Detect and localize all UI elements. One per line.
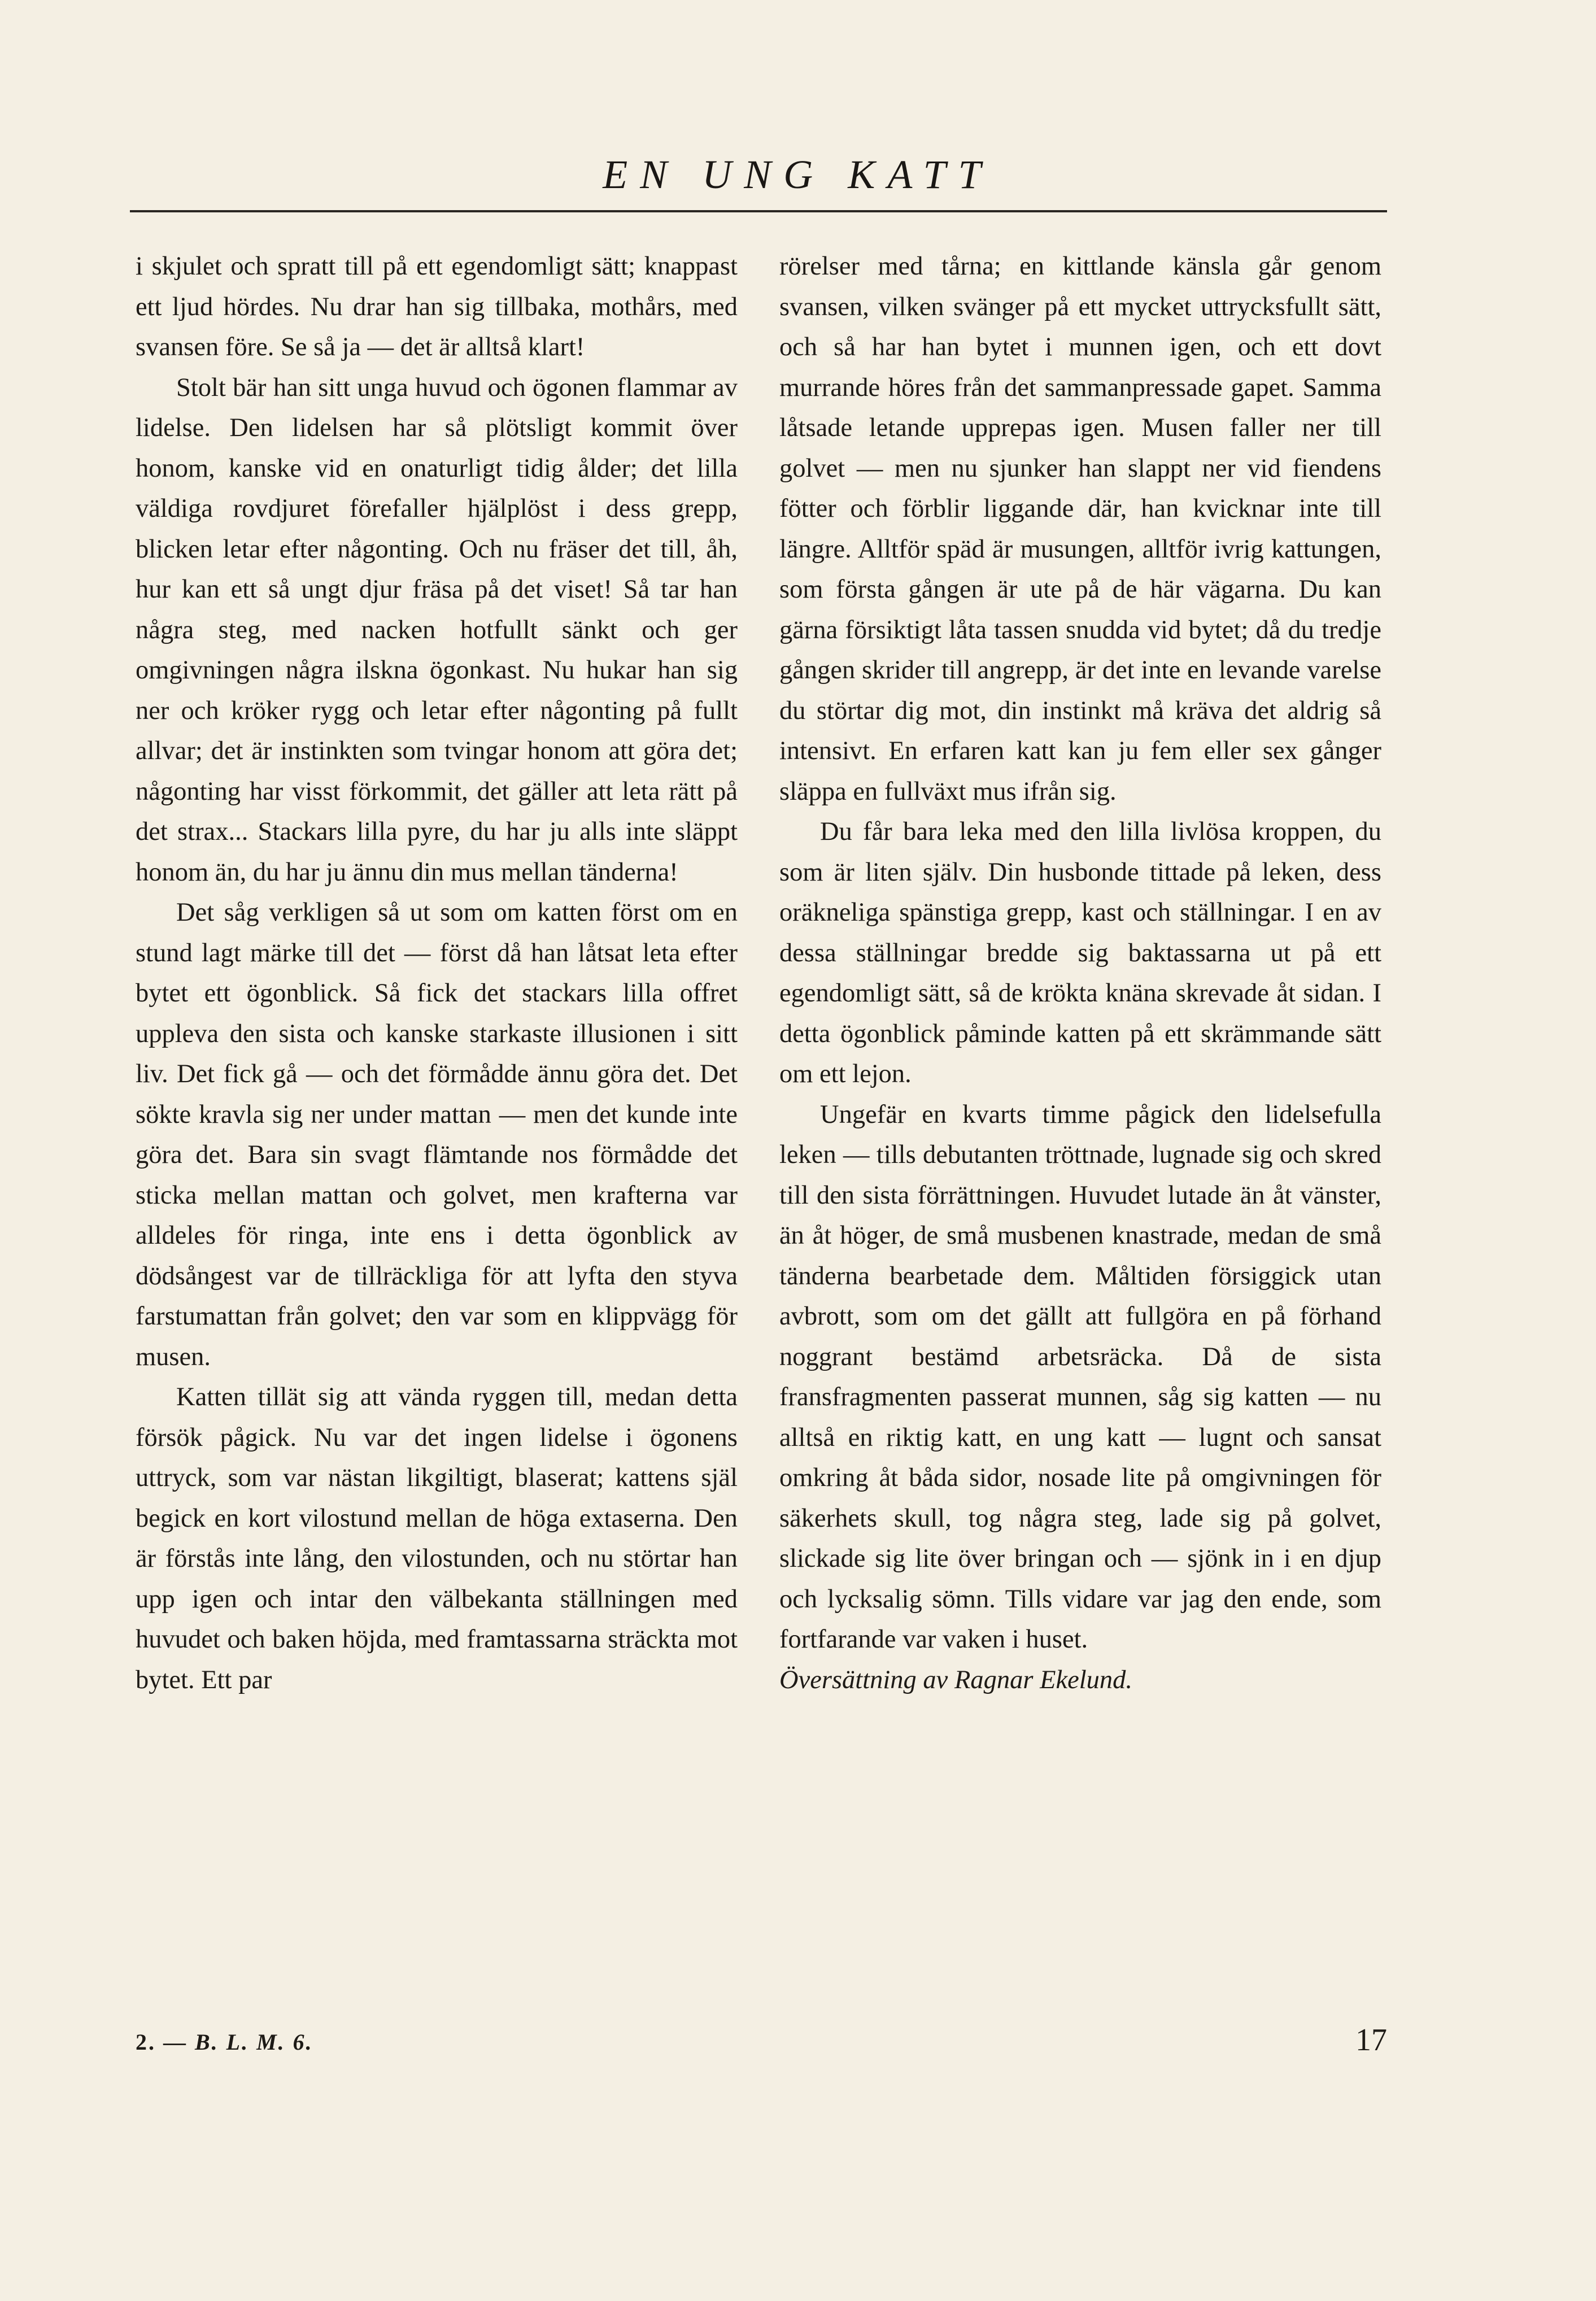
paragraph: i skjulet och spratt till på ett egendomligt sätt; knappast ett ljud hördes. Nu drar han sig tillbaka, mothårs, med svansen före. Se så ja — det är alltså klart! — [136, 252, 738, 361]
page-number: 17 — [1355, 2023, 1387, 2058]
paragraph: rörelser med tårna; en kittlande känsla går genom svansen, vilken svänger på ett mycket uttrycksfullt sätt, och så har han bytet i munnen igen, och ett dovt murrande höres från det sammanpressade gapet. Samma låtsade letande upprepas igen. Musen faller ner till golvet — men nu sjunker han slappt ner vid fiendens fötter och förblir liggande där, han kvicknar inte till längre. Alltför späd är musungen, alltför ivrig kattungen, som första gången är ute på de här vägarna. Du kan gärna försiktigt låta tassen snudda vid bytet; då du tredje gången skrider till angrepp, är det inte en levande varelse du störtar dig mot, din instinkt må kräva det aldrig så intensivt. En erfaren katt kan ju fem eller sex gånger släppa en fullväxt mus ifrån sig. — [779, 252, 1381, 806]
running-title: EN UNG KATT — [603, 152, 993, 197]
translator-credit: Översättning av Ragnar Ekelund. — [779, 1665, 1133, 1694]
signature-mark: B. L. M. 6. — [195, 2029, 313, 2055]
left-column — [136, 246, 738, 1700]
paragraph: Stolt bär han sitt unga huvud och ögonen flammar av lidelse. Den lidelsen har så plötsligt kommit över honom, kanske vid en onaturligt tidig ålder; det lilla väldiga rovdjuret förefaller hjälplöst i dess grepp, blicken letar efter någonting. Och nu fräser det till, åh, hur kan ett så ungt djur fräsa på det viset! Så tar han några steg, med nacken hotfullt sänkt och ger omgivningen några ilskna ögonkast. Nu hukar han sig ner och kröker rygg och letar efter någonting på fullt allvar; det är instinkten som tvingar honom att göra det; någonting har visst förkommit, det gäller att leta rätt på det strax... Stackars lilla pyre, du har ju alls inte släppt honom än, du har ju ännu din mus mellan tänderna! — [136, 373, 738, 887]
paragraph: Ungefär en kvarts timme pågick den lidelsefulla leken — tills debutanten tröttnade, lugnade sig och skred till den sista förrättningen. Huvudet lutade än åt vänster, än åt höger, de små musbenen knastrade, medan de små tänderna bearbetade dem. Måltiden försiggick utan avbrott, som om det gällt att fullgöra en på förhand noggrant bestämd arbetsräcka. Då de sista fransfragmenten passerat munnen, såg sig katten — nu alltså en riktig katt, en ung katt — lugnt och sansat omkring åt båda sidor, nosade lite på omgivningen för säkerhets skull, tog några steg, lade sig på golvet, slickade sig lite över bringan och — sjönk in i en djup och lycksalig sömn. Tills vidare var jag den ende, som fortfarande var vaken i huset. — [779, 1100, 1381, 1654]
paragraph: Katten tillät sig att vända ryggen till, medan detta försök pågick. Nu var det ingen lidelse i ögonens uttryck, som var nästan likgiltigt, blaserat; kattens själ begick en kort vilostund mellan de höga extaserna. Den är förstås inte lång, den vilostunden, och nu störtar han upp igen och intar den välbekanta ställningen med huvudet och baken höjda, med framtassarna sträckta mot bytet. Ett par — [136, 1383, 738, 1694]
signature-number: 2. — — [136, 2029, 187, 2055]
paragraph: Det såg verkligen så ut som om katten först om en stund lagt märke till det — först då han låtsat leta efter bytet ett ögonblick. Så fick det stackars lilla offret uppleva den sista och kanske starkaste illusionen i sitt liv. Det fick gå — och det förmådde ännu göra det. Det sökte kravla sig ner under mattan — men det kunde inte göra det. Bara sin svagt flämtande nos förmådde det sticka mellan mattan och golvet, men krafterna var alldeles för ringa, inte ens i detta ögonblick av dödsångest var de tillräckliga för att lyfta den styva farstumattan från golvet; den var som en klippvägg för musen. — [136, 898, 738, 1371]
right-column — [779, 246, 1381, 1700]
printer-signature — [136, 2029, 313, 2055]
header-rule — [130, 210, 1387, 212]
paragraph: Du får bara leka med den lilla livlösa kroppen, du som är liten själv. Din husbonde tittade på leken, dess oräkneliga spänstiga grepp, kast och ställningar. I en av dessa ställningar bredde sig baktassarna ut på ett egendomligt sätt, så de krökta knäna skrevade åt sidan. I detta ögonblick påminde katten på ett skrämmande sätt om ett lejon. — [779, 817, 1381, 1088]
